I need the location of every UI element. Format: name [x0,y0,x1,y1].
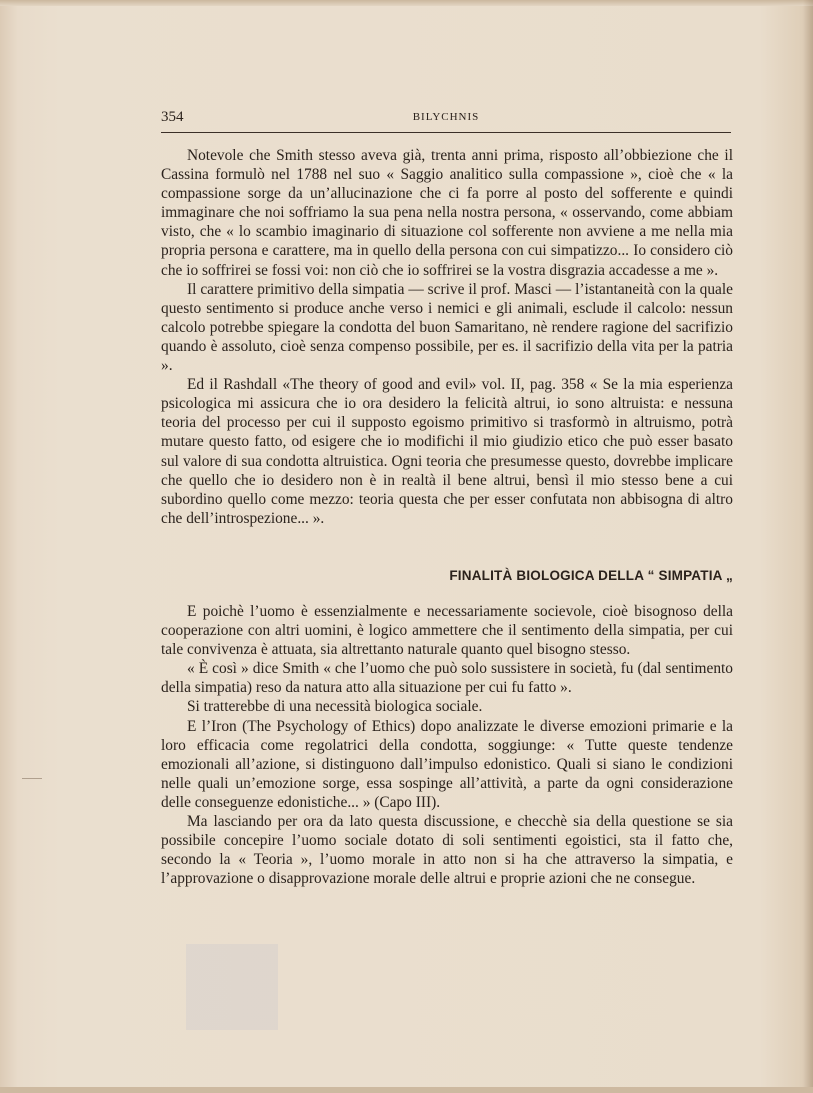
running-head: BILYCHNIS [412,111,480,123]
paragraph: Si tratterebbe di una necessità biologica sociale. [187,698,483,716]
paragraph: Ma lasciando per ora da lato questa discussione, e checchè sia della questione se sia possibile concepire l’uomo sociale dotato di soli sentimenti egoistici, sta il fatto che, secondo la « Teoria », l’uomo morale in atto non si ha che attraverso la simpatia, e l’approvazione o disapprovazione morale delle altrui e proprie azioni che ne consegue. [161,813,733,888]
body-text-section-1 [161,146,733,528]
page-right-edge [803,0,813,1093]
paragraph: Il carattere primitivo della simpatia — scrive il prof. Masci — l’istantaneità con la quale questo sentimento si produce anche verso i nemici e gli animali, esclude il calcolo: nessun calcolo potrebbe spiegare la condotta del buon Samaritano, nè rendere ragione del sacrifizio quando è assoluto, cioè senza compenso possibile, per es. il sacrifizio della vita per la patria ». [161,280,733,375]
section-heading: FINALITÀ BIOLOGICA DELLA “ SIMPATIA „ [449,568,733,583]
paragraph: « È così » dice Smith « che l’uomo che può solo sussistere in società, fu (dal sentimento della simpatia) reso da natura atto alla situazione per cui fu fatto ». [161,660,733,697]
body-text-section-2 [161,602,733,888]
page-header [161,106,731,133]
paragraph: E l’Iron (The Psychology of Ethics) dopo analizzate le diverse emozioni primarie e la loro efficacia come regolatrici della condotta, soggiunge: « Tutte queste tendenze emozionali all’azione, si distinguono dall’impulso edonistico. Quali si siano le condizioni nelle quali un’emozione sorge, essa sospinge all’attività, a parte da ogni considerazione delle conseguenze edonistiche... » (Capo III). [161,717,733,811]
margin-pencil-mark [22,778,42,779]
paragraph: E poichè l’uomo è essenzialmente e necessariamente socievole, cioè bisognoso della cooperazione con altri uomini, è logico ammettere che il sentimento della simpatia, per cui tale convivenza è attuata, sia altrettanto naturale quanto quel bisogno stesso. [161,603,733,659]
page-top-edge [0,0,813,6]
page-number: 354 [161,109,184,125]
paragraph: Ed il Rashdall «The theory of good and evil» vol. II, pag. 358 « Se la mia esperienza psicologica mi assicura che io ora desidero la felicità altrui, io sono altruista: e nessuna teoria del processo per cui il supposto egoismo primitivo si trasformò in altruismo, potrà mutare questo fatto, od esigere che io modifichi il mio giudizio etico che può esser basato sul valore di sua condotta altruistica. Ogni teoria che presumesse questo, dovrebbe implicare che quello che io desidero non è in realtà il bene altrui, bensì il mio stesso bene a cui subordino quello come mezzo: teoria questa che per esser confutata non abbisogna di altro che dell’introspezione... ». [161,376,733,527]
paragraph: Notevole che Smith stesso aveva già, trenta anni prima, risposto all’obbiezione che il Cassina formulò nel 1788 nel suo « Saggio analitico sulla compassione », cioè che « la compassione sorge da un’allucinazione che ci fa porre al posto del sofferente e quindi immaginare che noi soffriamo la sua pena nella nostra persona, « osservando, come abbiam visto, che « lo scambio imaginario di situazione col sofferente non avviene a me nella mia propria persona e carattere, ma in quello della persona con cui simpatizzo... Io considero ciò che io soffrirei se fossi voi: non ciò che io soffrirei se la vostra disgrazia accadesse a me ». [161,147,733,279]
faded-library-stamp [186,944,278,1030]
